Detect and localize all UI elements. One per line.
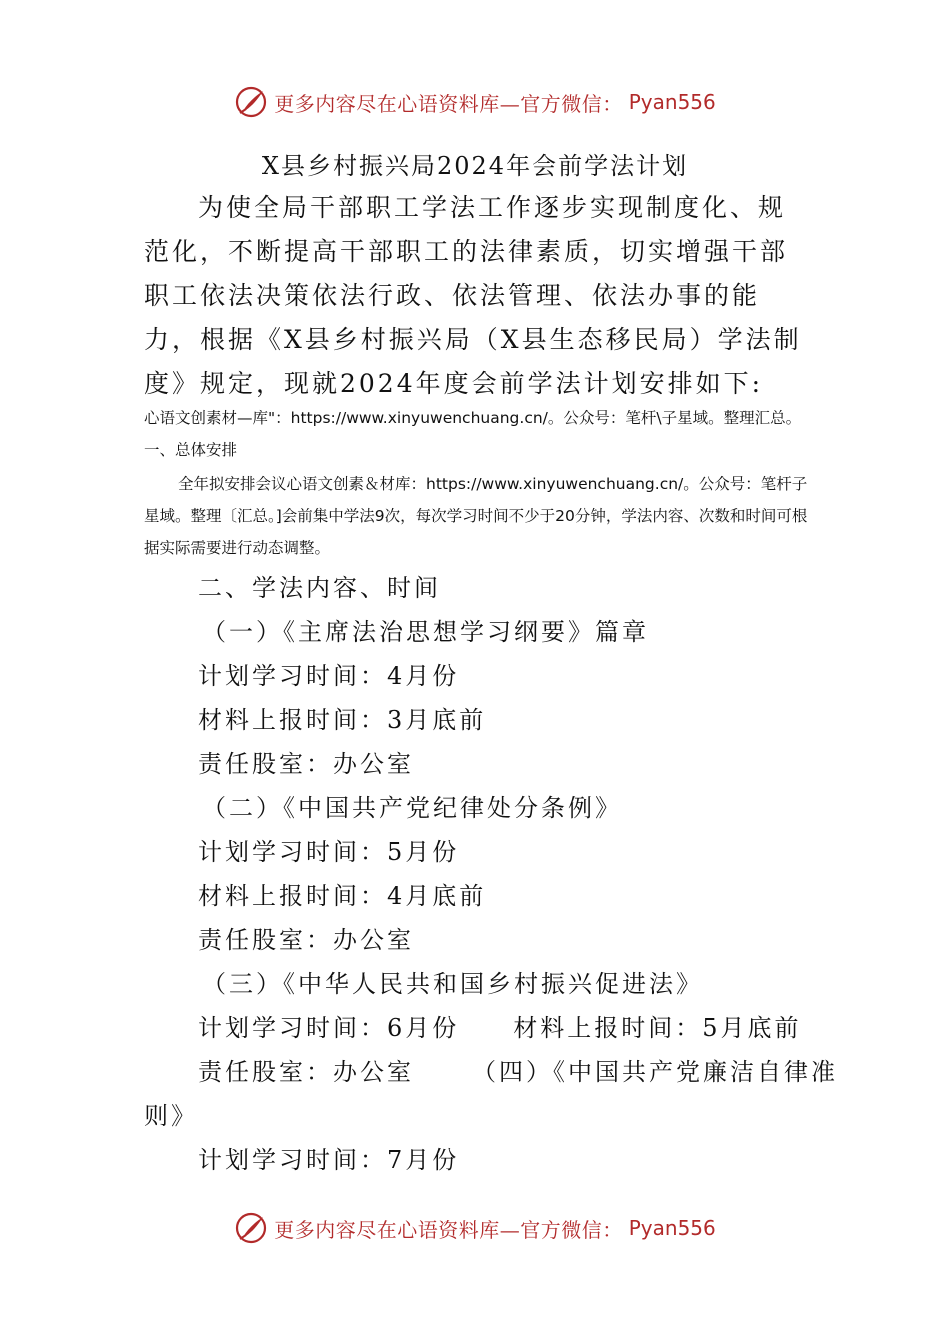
item-heading: （三）《中华人民共和国乡村振兴促进法》 bbox=[202, 970, 703, 998]
section-heading: 二、学法内容、时间 bbox=[198, 574, 441, 602]
item-department: 责任股室：办公室 bbox=[198, 750, 414, 778]
item-heading: （一）《主席法治思想学习纲要》篇章 bbox=[202, 618, 649, 646]
quill-logo-icon bbox=[234, 85, 268, 119]
banner-text: 更多内容尽在心语资料库—官方微信： bbox=[274, 1217, 623, 1242]
item-heading-continued: 则》 bbox=[144, 1102, 198, 1130]
banner-wechat-id: Pyan556 bbox=[628, 90, 716, 114]
item-report-time: 材料上报时间：4月底前 bbox=[198, 882, 487, 910]
banner-wechat-id: Pyan556 bbox=[628, 1216, 716, 1240]
item-study-time: 计划学习时间：5月份 bbox=[198, 838, 460, 866]
item-study-time: 计划学习时间：4月份 bbox=[198, 662, 460, 690]
watermark-note-2: 全年拟安排会议心语文创素＆材库：https://www.xinyuwenchuang.cn/。公众号：笔杆子星域。整理〔汇总。]会前集中学法9次，每次学习时间不少于20分钟，学法内容、次数和时间可根据实际需要进行动态调整。 bbox=[144, 475, 808, 557]
item-department: 责任股室：办公室 bbox=[198, 1058, 414, 1086]
item-department: 责任股室：办公室 bbox=[198, 926, 414, 954]
page-title: X县乡村振兴局2024年会前学法计划 bbox=[261, 152, 689, 180]
item-report-time: 材料上报时间：5月底前 bbox=[513, 1014, 802, 1042]
intro-paragraph: 为使全局干部职工学法工作逐步实现制度化、规范化，不断提高干部职工的法律素质，切实增强干部职工依法决策依法行政、依法管理、依法办事的能力，根据《X县乡村振兴局（X县生态移民局）学法制度》规定，现就2024年度会前学法计划安排如下: bbox=[144, 193, 802, 398]
header-banner bbox=[0, 82, 950, 122]
item-heading: （四）《中国共产党廉洁自律准 bbox=[472, 1058, 838, 1086]
item-report-time: 材料上报时间：3月底前 bbox=[198, 706, 487, 734]
banner-text: 更多内容尽在心语资料库—官方微信： bbox=[274, 91, 623, 116]
footer-banner bbox=[0, 1208, 950, 1248]
item-study-time: 计划学习时间：6月份 bbox=[198, 1014, 460, 1042]
quill-logo-icon bbox=[234, 1211, 268, 1245]
watermark-note-1: 心语文创素材—库"：https://www.xinyuwenchuang.cn/。公众号：笔杆\子星域。整理汇总。 一、总体安排 bbox=[144, 409, 825, 459]
study-plan-sections bbox=[144, 566, 838, 1182]
item-study-time: 计划学习时间：7月份 bbox=[198, 1146, 460, 1174]
item-dept-row bbox=[144, 1050, 838, 1094]
item-heading: （二）《中国共产党纪律处分条例》 bbox=[202, 794, 622, 822]
item-time-row bbox=[144, 1006, 810, 1050]
